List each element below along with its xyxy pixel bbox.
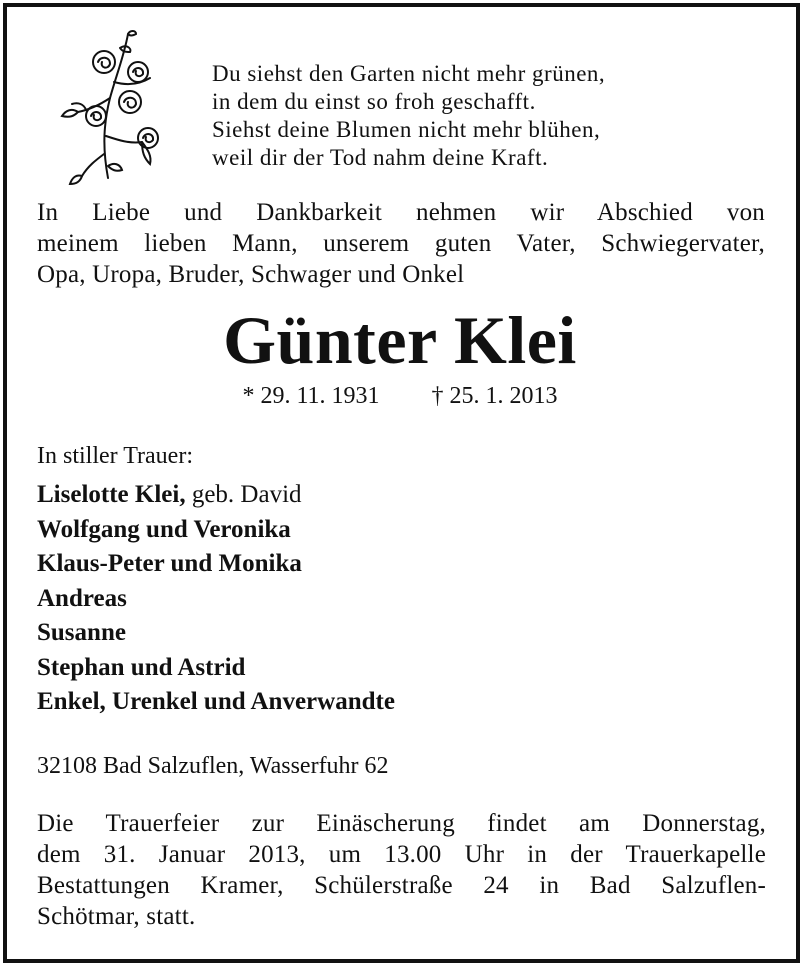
service-line: Schötmar, statt.	[37, 903, 196, 930]
farewell-text	[37, 197, 765, 290]
life-dates	[0, 381, 800, 411]
family-member: Andreas	[37, 584, 127, 612]
family-member: Klaus-Peter und Monika	[37, 550, 302, 577]
wife-name: Liselotte Klei,	[37, 481, 186, 508]
family-list	[37, 478, 395, 720]
farewell-line: In Liebe und Dankbarkeit nehmen wir Abschied von	[37, 199, 765, 226]
death-date: † 25. 1. 2013	[431, 383, 558, 409]
service-line: Die Trauerfeier zur Einäscherung findet am Donnerstag,	[37, 810, 766, 837]
service-line: Bestattungen Kramer, Schülerstraße 24 in Bad Salzuflen-	[37, 872, 766, 899]
poem-line: Du siehst den Garten nicht mehr grünen,	[212, 61, 606, 86]
wife-maiden-name: geb. David	[185, 481, 302, 508]
birth-date: * 29. 11. 1931	[242, 383, 380, 409]
poem-line: Siehst deine Blumen nicht mehr blühen,	[212, 117, 601, 142]
funeral-service-info	[37, 808, 766, 932]
family-member-wife	[37, 478, 395, 513]
family-address: 32108 Bad Salzuflen, Wasserfuhr 62	[37, 753, 389, 779]
poem-line: weil dir der Tod nahm deine Kraft.	[212, 145, 549, 170]
deceased-name: Günter Klei	[223, 302, 577, 378]
family-member: Stephan und Astrid	[37, 653, 246, 681]
memorial-poem	[212, 60, 605, 172]
farewell-line: Opa, Uropa, Bruder, Schwager und Onkel	[37, 261, 465, 288]
farewell-line: meinem lieben Mann, unserem guten Vater, Schwiegervater,	[37, 230, 765, 257]
family-member: Susanne	[37, 619, 126, 646]
rose-branch-icon	[58, 26, 162, 186]
service-line: dem 31. Januar 2013, um 13.00 Uhr in der Trauerkapelle	[37, 841, 766, 868]
family-member: Wolfgang und Veronika	[37, 515, 291, 543]
family-member: Enkel, Urenkel und Anverwandte	[37, 688, 395, 715]
poem-line: in dem du einst so froh geschafft.	[212, 89, 536, 114]
mourning-label: In stiller Trauer:	[37, 443, 193, 469]
